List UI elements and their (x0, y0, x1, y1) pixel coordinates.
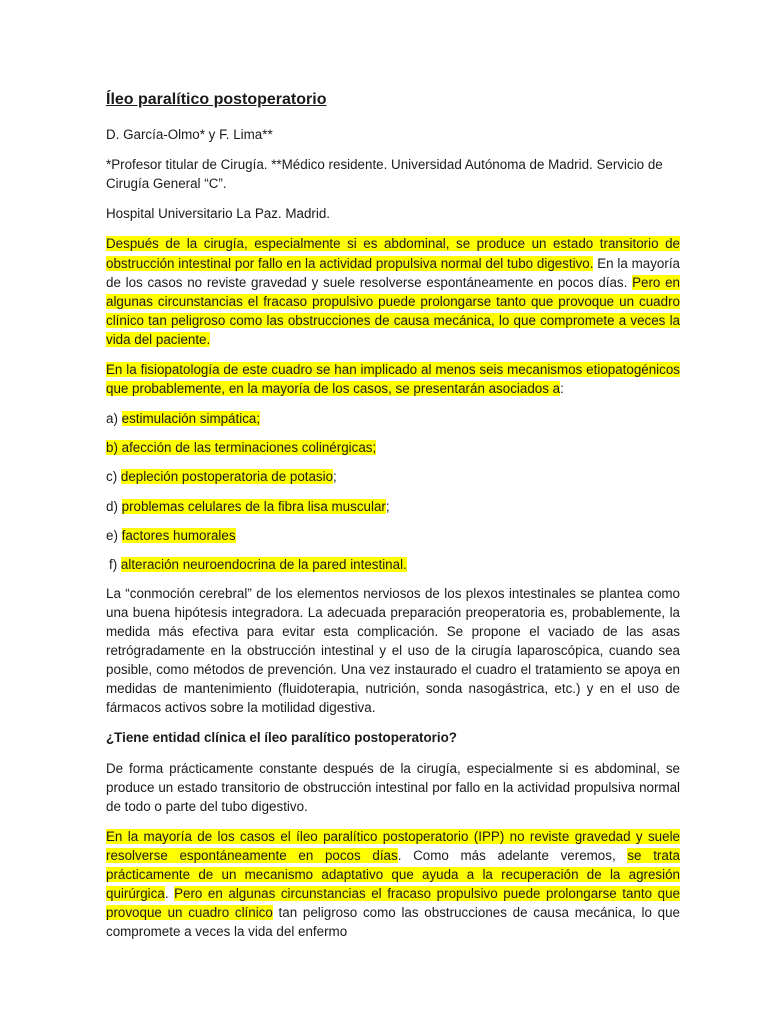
highlight: problemas celulares de la fibra lisa muscular (121, 498, 386, 514)
affiliation-line: *Profesor titular de Cirugía. **Médico residente. Universidad Autónoma de Madrid. Servicio de Cirugía General “C”. (106, 157, 663, 192)
highlight: Pero en algunas circunstancias el fracaso propulsivo puede prolongarse tanto que provoque un cuadro clínico tan peligroso como las obstrucciones de causa mecánica, lo que compromete a veces la vida del paciente. (106, 274, 680, 347)
list-item (106, 497, 680, 516)
list-marker: d) (106, 498, 122, 514)
list-item (106, 438, 680, 457)
paragraph-mechanisms (106, 360, 680, 398)
list-item (106, 409, 680, 428)
text-run: . Como más adelante veremos, (397, 847, 628, 863)
document-title: Íleo paralítico postoperatorio (106, 91, 327, 108)
highlight: se trata prácticamente de un mecanismo adaptativo que ayuda a la recuperación de la agresión quirúrgica (106, 847, 680, 902)
highlight: depleción postoperatoria de potasio (120, 469, 334, 485)
highlight: Después de la cirugía, especialmente si es abdominal, se produce un estado transitorio de obstrucción intestinal por fallo en la actividad propulsiva normal del tubo digestivo. (106, 236, 680, 271)
text-run: . (164, 886, 175, 902)
highlight: En la fisiopatología de este cuadro se han implicado al menos seis mecanismos etiopatogénicos que probablemente, en la mayoría de los casos, se presentarán asociados a (106, 362, 680, 397)
text-run: En la mayoría de los casos no reviste gravedad y suele resolverse espontáneamente en pocos días. (106, 255, 680, 290)
list-marker: a) (106, 411, 122, 427)
list-item (106, 526, 680, 545)
list-item (106, 467, 680, 486)
section-question: ¿Tiene entidad clínica el íleo paralítico postoperatorio? (106, 730, 457, 746)
text-run: ; (333, 469, 337, 485)
authors-line: D. García-Olmo* y F. Lima** (106, 127, 273, 143)
text-run: ; (385, 498, 390, 514)
highlight: En la mayoría de los casos el íleo paralítico postoperatorio (IPP) no reviste gravedad y suele resolverse espontáneamente en pocos días (106, 828, 680, 863)
paragraph-hypothesis: La “conmoción cerebral” de los elementos nerviosos de los plexos intestinales se plantea como una buena hipótesis integradora. La adecuada preparación preoperatoria es, probablemente, la medida más efectiva para evitar esta complicación. Se propone el vaciado de las asas retrógradamente en la obstrucción intestinal y el uso de la cirugía laparoscópica, cuando sea posible, como métodos de prevención. Una vez instaurado el cuadro el tratamiento se apoya en medidas de mantenimiento (fluidoterapia, nutrición, sonda nasogástrica, etc.) y en el uso de fármacos activos sobre la motilidad digestiva. (106, 585, 680, 716)
text-run: tan peligroso como las obstrucciones de causa mecánica, lo que compromete a veces la vida del enfermo (106, 905, 680, 940)
highlight: factores humorales (121, 527, 236, 543)
highlight: alteración neuroendocrina de la pared intestinal. (120, 556, 407, 572)
text-run: : (560, 381, 564, 397)
list-marker: c) (106, 469, 121, 485)
list-item (106, 555, 680, 574)
paragraph-ipp (106, 827, 680, 942)
paragraph-intro (106, 234, 680, 349)
hospital-line: Hospital Universitario La Paz. Madrid. (106, 206, 331, 222)
highlight: Pero en algunas circunstancias el fracaso propulsivo puede prolongarse tanto que provoque un cuadro clínico (106, 886, 680, 921)
highlight: b) afección de las terminaciones colinérgicas; (106, 440, 377, 456)
paragraph-constant: De forma prácticamente constante después de la cirugía, especialmente si es abdominal, se produce un estado transitorio de obstrucción intestinal por fallo en la actividad propulsiva normal de todo o parte del tubo digestivo. (106, 760, 680, 814)
list-marker: f) (109, 556, 121, 572)
highlight: estimulación simpática; (121, 411, 261, 427)
list-marker: e) (106, 527, 122, 543)
